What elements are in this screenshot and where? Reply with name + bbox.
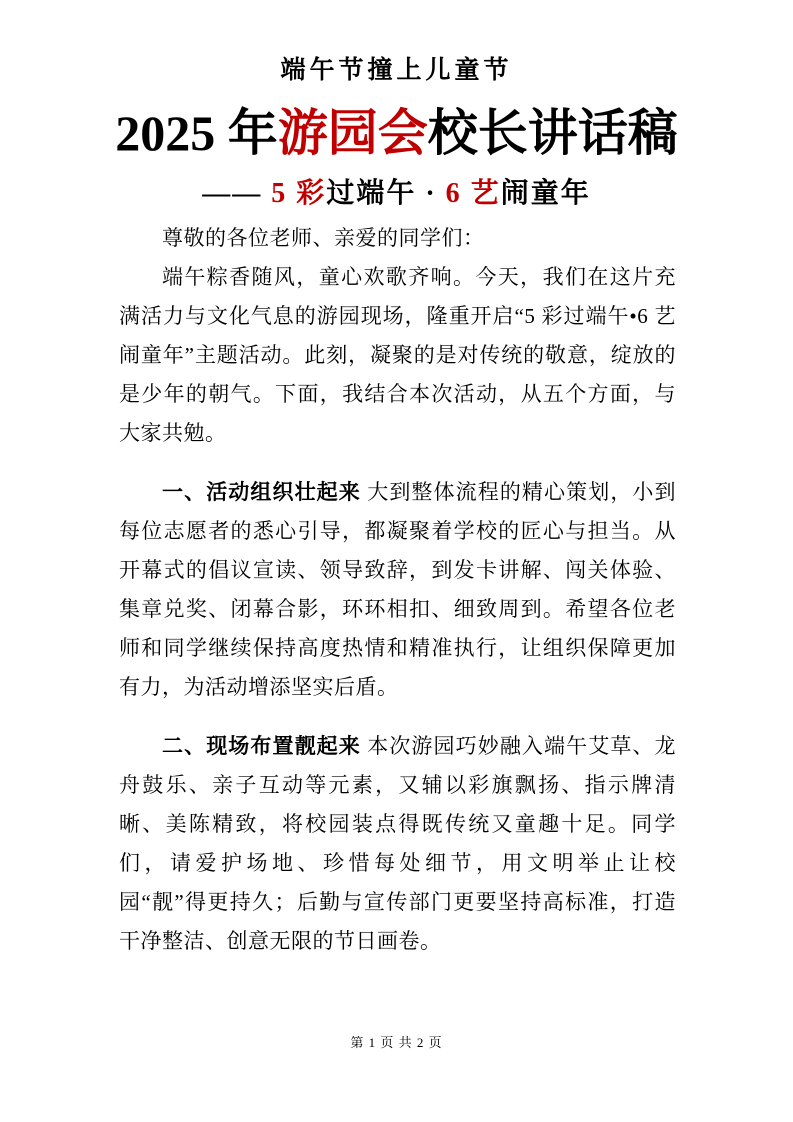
eyebrow-title: 端午节撞上儿童节	[280, 57, 513, 84]
subtitle	[0, 178, 793, 210]
paragraph-salutation	[119, 219, 676, 258]
subtitle-segment-duanwu: 过端午	[326, 178, 417, 209]
subtitle-segment-6yi: 6 艺	[445, 178, 501, 209]
section-1-heading: 一、活动组织壮起来	[162, 480, 361, 504]
paragraph-section-1	[119, 473, 676, 707]
document-body	[119, 219, 676, 961]
subtitle-segment-5cai: 5 彩	[271, 178, 327, 209]
main-title-segment-accent: 游园会	[277, 105, 428, 161]
main-title-segment-year: 2025 年	[115, 105, 278, 161]
page-number: 第 1 页 共 2 页	[350, 1035, 443, 1050]
paragraph-text: 大到整体流程的精心策划，小到每位志愿者的悉心引导，都凝聚着学校的匠心与担当。从开幕式的倡议宣读、领导致辞，到发卡讲解、闯关体验、集章兑奖、闭幕合影，环环相扣、细致周到。希望各位老师和同学继续保持高度热情和精准执行，让组织保障更加有力，为活动增添坚实后盾。	[119, 480, 677, 699]
main-title-segment-rest: 校长讲话稿	[427, 105, 678, 161]
subtitle-segment-tongnian: 闹童年	[500, 178, 591, 209]
paragraph-intro	[119, 258, 676, 453]
subtitle-dash: ——	[202, 178, 272, 209]
subtitle-separator-dot: ·	[416, 178, 446, 209]
section-2-heading: 二、现场布置靓起来	[162, 734, 361, 758]
paragraph-section-2	[119, 727, 676, 961]
main-title	[0, 106, 793, 160]
paragraph-text: 端午粽香随风，童心欢歌齐响。今天，我们在这片充满活力与文化气息的游园现场，隆重开启“5 彩过端午•6 艺闹童年”主题活动。此刻，凝聚的是对传统的敬意，绽放的是少年的朝气。下面，我结合本次活动，从五个方面，与大家共勉。	[119, 265, 676, 445]
paragraph-text: 尊敬的各位老师、亲爱的同学们：	[162, 226, 485, 250]
page-footer	[0, 1034, 793, 1052]
paragraph-text: 本次游园巧妙融入端午艾草、龙舟鼓乐、亲子互动等元素，又辅以彩旗飘扬、指示牌清晰、美陈精致，将校园装点得既传统又童趣十足。同学们，请爱护场地、珍惜每处细节，用文明举止让校园“靓”得更持久；后勤与宣传部门更要坚持高标准，打造干净整洁、创意无限的节日画卷。	[119, 734, 677, 953]
